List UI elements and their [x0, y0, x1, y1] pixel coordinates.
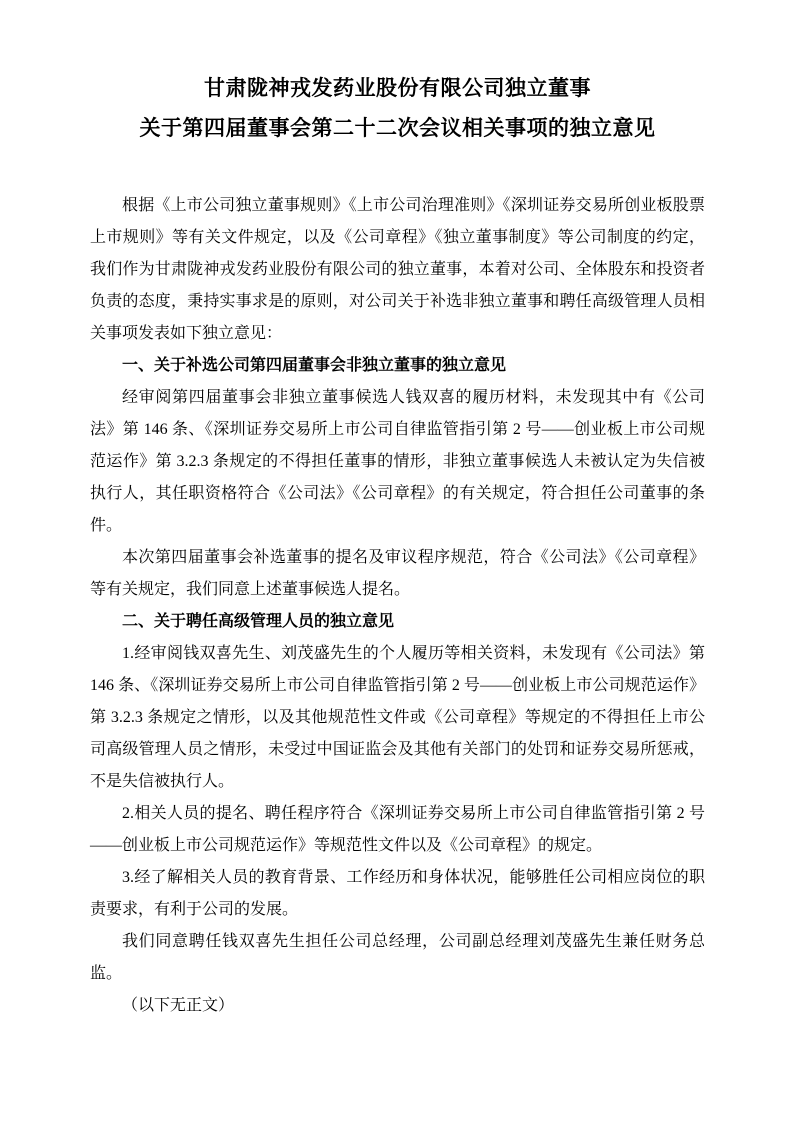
document-title: [90, 68, 705, 148]
document-body: [90, 190, 705, 1022]
closing-paragraph: 我们同意聘任钱双喜先生担任公司总经理，公司副总经理刘茂盛先生兼任财务总监。: [90, 933, 705, 982]
end-of-text-note: （以下无正文）: [122, 997, 235, 1014]
intro-paragraph: 根据《上市公司独立董事规则》《上市公司治理准则》《深圳证券交易所创业板股票上市规则》等有关文件规定，以及《公司章程》《独立董事制度》等公司制度的约定，我们作为甘肃陇神戎发药业股份有限公司的独立董事，本着对公司、全体股东和投资者负责的态度，秉持实事求是的原则，对公司关于补选非独立董事和聘任高级管理人员相关事项发表如下独立意见：: [90, 197, 705, 342]
document-title-line-2: 关于第四届董事会第二十二次会议相关事项的独立意见: [139, 116, 656, 140]
section-1-paragraph-2: 本次第四届董事会补选董事的提名及审议程序规范，符合《公司法》《公司章程》等有关规定，我们同意上述董事候选人提名。: [90, 549, 705, 598]
document-title-line-1: 甘肃陇神戎发药业股份有限公司独立董事: [204, 76, 591, 100]
section-1-heading: 一、关于补选公司第四届董事会非独立董事的独立意见: [122, 357, 507, 374]
section-2-heading: 二、关于聘任高级管理人员的独立意见: [122, 613, 395, 630]
section-1-paragraph-1: 经审阅第四届董事会非独立董事候选人钱双喜的履历材料，未发现其中有《公司法》第 146 条、《深圳证券交易所上市公司自律监管指引第 2 号——创业板上市公司规范运作》第 3.2.3 条规定的不得担任董事的情形，非独立董事候选人未被认定为失信被执行人，其任职资格符合《公司法》《公司章程》的有关规定，符合担任公司董事的条件。: [90, 389, 705, 534]
section-2-paragraph-1: 1.经审阅钱双喜先生、刘茂盛先生的个人履历等相关资料，未发现有《公司法》第 146 条、《深圳证券交易所上市公司自律监管指引第 2 号——创业板上市公司规范运作》第 3.2.3 条规定之情形，以及其他规范性文件或《公司章程》等规定的不得担任上市公司高级管理人员之情形，未受过中国证监会及其他有关部门的处罚和证券交易所惩戒，不是失信被执行人。: [90, 645, 705, 790]
section-2-paragraph-3: 3.经了解相关人员的教育背景、工作经历和身体状况，能够胜任公司相应岗位的职责要求，有利于公司的发展。: [90, 869, 705, 918]
section-2-paragraph-2: 2.相关人员的提名、聘任程序符合《深圳证券交易所上市公司自律监管指引第 2 号——创业板上市公司规范运作》等规范性文件以及《公司章程》的规定。: [90, 805, 705, 854]
